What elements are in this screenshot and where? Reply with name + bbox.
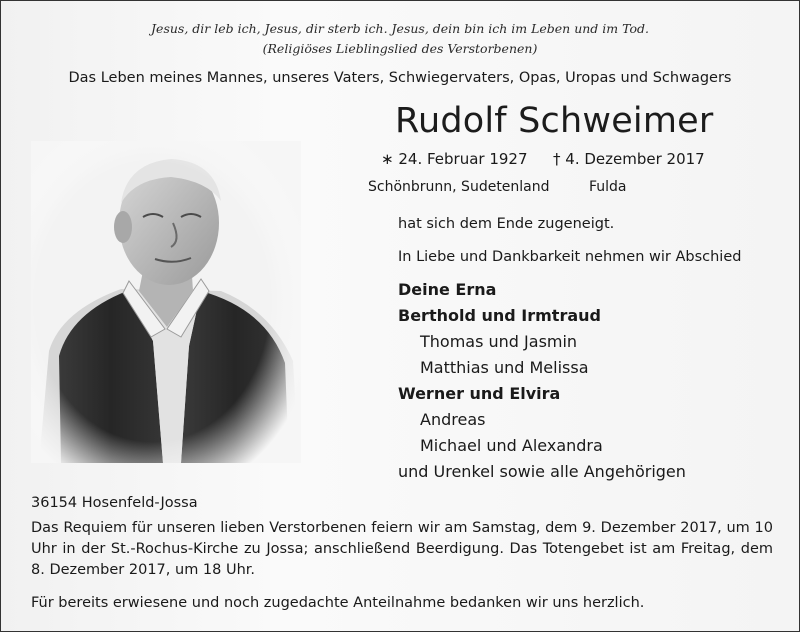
requiem-text: Das Requiem für unseren lieben Verstorbenen feiern wir am Samstag, dem 9. Dezember 2017, um 10 Uhr in der St.-Rochus-Kirche zu Jossa; anschließend Beerdigung. Das Totengebet ist am Freitag, dem 8. Dezember 2017, um 18 Uhr. [31,520,773,578]
family-member: Thomas und Jasmin [420,332,578,351]
family-member: Matthias und Melissa [420,358,589,377]
family-member: Andreas [420,410,486,429]
quote-source: (Religiöses Lieblingslied des Verstorbenen) [262,41,538,56]
death-date-row [553,150,705,168]
death-date: 4. Dezember 2017 [565,150,705,168]
birth-date: 24. Februar 1927 [398,150,528,168]
birth-place: Schönbrunn, Sudetenland [368,179,550,195]
quote-line: Jesus, dir leb ich, Jesus, dir sterb ich. Jesus, dein bin ich im Leben und im Tod. [151,21,649,36]
deceased-name: Rudolf Schweimer [395,101,714,141]
family-rest: und Urenkel sowie alle Angehörigen [398,462,686,481]
death-symbol: † [553,150,561,168]
family-member: Michael und Alexandra [420,436,603,455]
death-place: Fulda [589,179,627,195]
birth-date-row [381,150,528,168]
birth-symbol: ∗ [381,150,394,168]
portrait-photo [31,141,301,463]
intro-text: Das Leben meines Mannes, unseres Vaters, Schwiegervaters, Opas, Uropas und Schwagers [68,70,732,86]
farewell-text: In Liebe und Dankbarkeit nehmen wir Abschied [398,249,742,265]
family-group-2: Werner und Elvira [398,384,561,403]
family-wife: Deine Erna [398,280,497,299]
thanks-text: Für bereits erwiesene und noch zugedachte Anteilnahme bedanken wir uns herzlich. [31,595,645,611]
location-text: 36154 Hosenfeld-Jossa [31,495,198,511]
family-group-1: Berthold und Irmtraud [398,306,601,325]
ended-text: hat sich dem Ende zugeneigt. [398,216,615,232]
